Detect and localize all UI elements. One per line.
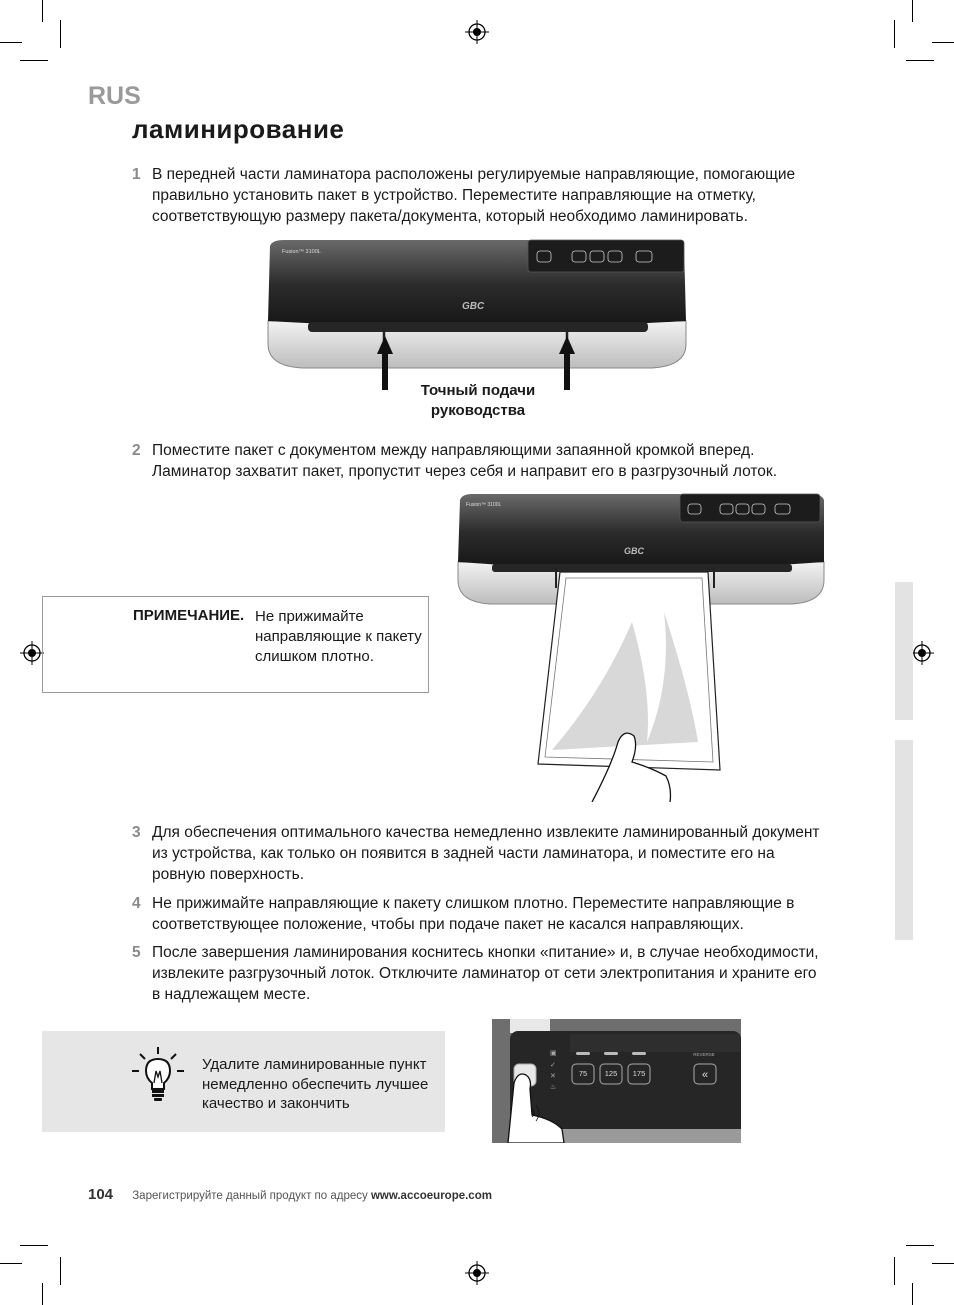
- model-label: Fusion™ 3100L: [466, 502, 502, 508]
- step-1: [132, 164, 822, 227]
- brand-logo: GBC: [462, 301, 485, 312]
- step-number: 1: [132, 166, 141, 183]
- laminator-feeding-illustration: [452, 492, 830, 802]
- crop-mark: [60, 20, 61, 48]
- svg-text:✕: ✕: [550, 1073, 556, 1080]
- brand-logo: GBC: [624, 546, 644, 556]
- step-number: 4: [132, 895, 141, 912]
- footer-text: Зарегистрируйте данный продукт по адресу: [132, 1190, 368, 1202]
- crop-mark: [894, 20, 895, 48]
- crop-mark: [60, 1257, 61, 1285]
- note-text: Не прижимайте направляющие к пакету слишком плотно.: [255, 608, 422, 665]
- crop-mark: [894, 1257, 895, 1285]
- reverse-label: REVERSE: [693, 1052, 715, 1057]
- step-text: В передней части ламинатора расположены регулируемые направляющие, помогающие правильно установить пакет в устройство. Переместите направляющие на отметку, соответствующую размеру пакета/документа, который необходимо ламинировать.: [152, 166, 796, 225]
- page-number: 104: [88, 1186, 114, 1203]
- svg-text:▣: ▣: [550, 1050, 557, 1057]
- svg-text:«: «: [701, 1069, 709, 1081]
- note-label: ПРИМЕЧАНИЕ.: [133, 607, 245, 624]
- language-label: RUS: [88, 82, 141, 110]
- tip-text: Удалите ламинированные пункт немедленно обеспечить лучшее качество и закончить: [202, 1056, 429, 1112]
- crop-mark: [0, 42, 22, 43]
- temp-75-label: 75: [578, 1069, 588, 1078]
- temp-175-label: 175: [632, 1069, 646, 1078]
- caption-line: Точный подачи: [420, 382, 536, 399]
- step-4: [132, 893, 822, 935]
- crop-mark: [42, 0, 43, 22]
- step-number: 3: [132, 824, 141, 841]
- side-tab: [895, 582, 913, 720]
- step-text: Поместите пакет с документом между направляющими запаянной кромкой вперед. Ламинатор захватит пакет, пропустит через себя и направит его в разгрузочный лоток.: [152, 442, 778, 480]
- crop-mark: [20, 60, 48, 61]
- crop-mark: [912, 1283, 913, 1305]
- step-2: [132, 440, 822, 482]
- crop-mark: [912, 0, 913, 22]
- step-text: Для обеспечения оптимального качества немедленно извлеките ламинированный документ из устройства, как только он появится в задней части ламинатора, и поместите его на ровную поверхность.: [152, 824, 820, 883]
- footer-url[interactable]: www.accoeurope.com: [370, 1190, 492, 1202]
- lightbulb-icon: [130, 1045, 186, 1103]
- figure-caption: [405, 381, 551, 421]
- caption-line: руководства: [430, 402, 526, 419]
- step-3: [132, 822, 822, 885]
- crop-mark: [42, 1283, 43, 1305]
- tip-box: [42, 1031, 445, 1132]
- model-label: Fusion™ 3100L: [282, 249, 321, 255]
- step-text: После завершения ламинирования коснитесь кнопки «питание» и, в случае необходимости, извлеките разгрузочный лоток. Отключите ламинатор от сети электропитания и храните его в надлежащем месте.: [152, 944, 819, 1003]
- step-number: 5: [132, 944, 141, 961]
- step-text: Не прижимайте направляющие к пакету слишком плотно. Переместите направляющие в соответствующее положение, чтобы при подаче пакет не касался направляющих.: [152, 895, 795, 933]
- crop-mark: [906, 1245, 934, 1246]
- side-tab: [895, 740, 913, 940]
- temp-125-label: 125: [604, 1069, 618, 1078]
- crop-mark: [20, 1245, 48, 1246]
- svg-text:♨: ♨: [550, 1084, 557, 1091]
- footer: [88, 1186, 492, 1203]
- laminator-guides-illustration: [262, 236, 692, 392]
- registration-mark-icon: [465, 1261, 489, 1285]
- svg-text:✓: ✓: [550, 1062, 556, 1069]
- step-5: [132, 942, 822, 1005]
- crop-mark: [906, 60, 934, 61]
- registration-mark-icon: [20, 641, 44, 665]
- note-box: [42, 596, 429, 693]
- crop-mark: [932, 42, 954, 43]
- registration-mark-icon: [465, 20, 489, 44]
- crop-mark: [0, 1263, 22, 1264]
- step-number: 2: [132, 442, 141, 459]
- crop-mark: [932, 1263, 954, 1264]
- control-panel-illustration: [492, 1019, 741, 1143]
- registration-mark-icon: [910, 641, 934, 665]
- page-title: ламинирование: [132, 114, 345, 144]
